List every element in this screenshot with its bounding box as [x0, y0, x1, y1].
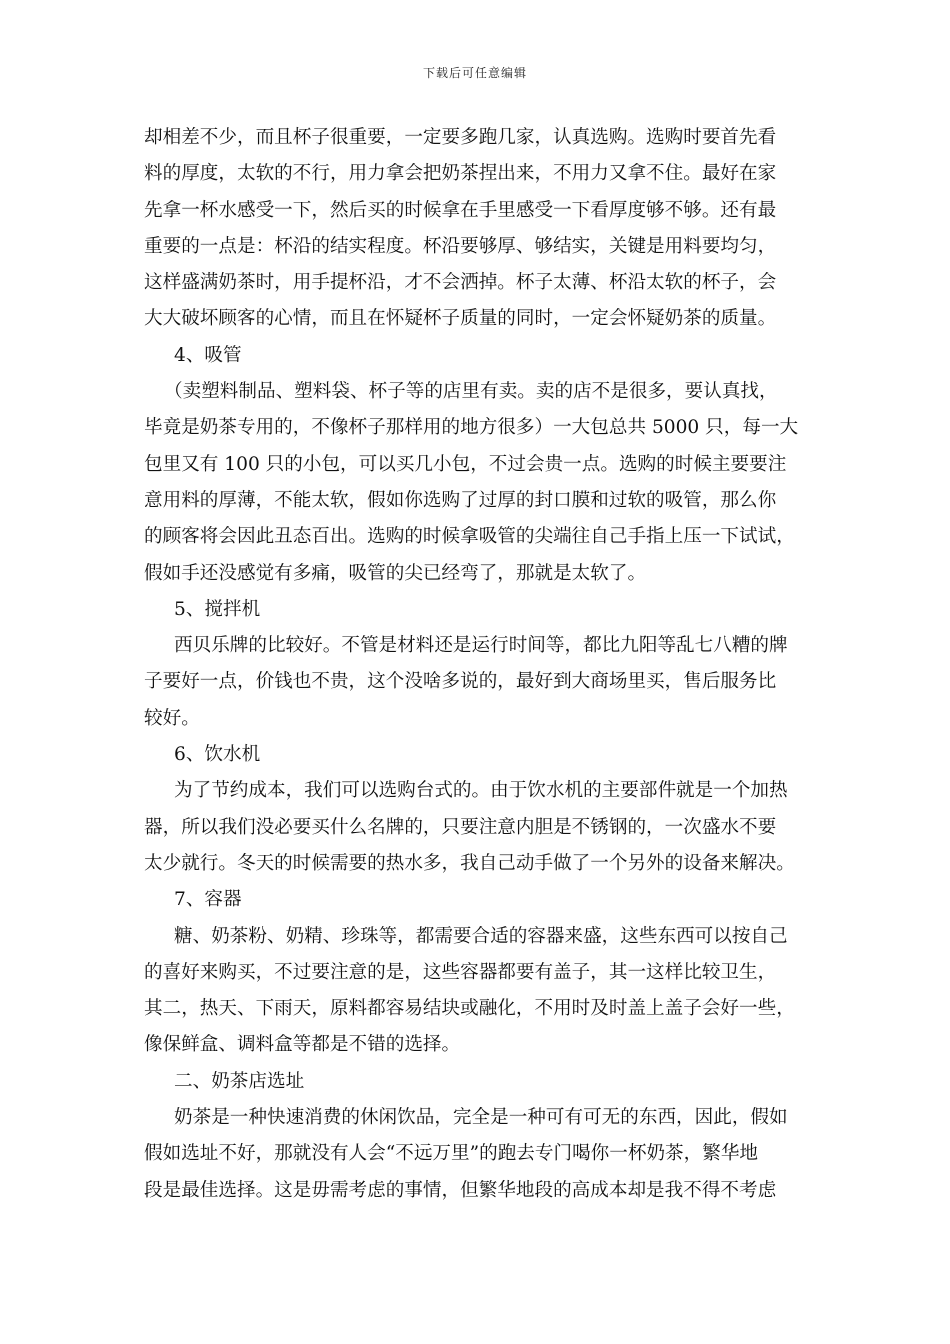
section-heading: 6、饮水机 [174, 744, 261, 766]
paragraph-line: 奶茶是一种快速消费的休闲饮品，完全是一种可有可无的东西，因此，假如 [174, 1107, 788, 1129]
section-heading: 5、搅拌机 [174, 598, 261, 620]
paragraph-line: 大大破坏顾客的心情，而且在怀疑杯子质量的同时，一定会怀疑奶茶的质量。 [144, 308, 777, 330]
paragraph-line: 重要的一点是：杯沿的结实程度。杯沿要够厚、够结实，关键是用料要均匀， [144, 235, 777, 257]
paragraph-line: 却相差不少，而且杯子很重要，一定要多跑几家，认真选购。选购时要首先看 [144, 127, 777, 148]
paragraph-line: 子要好一点，价钱也不贵，这个没啥多说的，最好到大商场里买，售后服务比 [144, 671, 777, 693]
document-body [144, 120, 819, 1209]
paragraph-line: 包里又有 100 只的小包，可以买几小包，不过会贵一点。选购的时候主要要注 [144, 453, 787, 475]
paragraph-line: 先拿一杯水感受一下，然后买的时候拿在手里感受一下看厚度够不够。还有最 [144, 199, 777, 221]
paragraph-line: 为了节约成本，我们可以选购台式的。由于饮水机的主要部件就是一个加热 [174, 780, 788, 802]
paragraph-line: 太少就行。冬天的时候需要的热水多，我自己动手做了一个另外的设备来解决。 [144, 852, 795, 874]
paragraph-line: 毕竟是奶茶专用的，不像杯子那样用的地方很多）一大包总共 5000 只，每一大 [144, 417, 799, 439]
page-header: 下载后可任意编辑 [422, 66, 527, 80]
paragraph-line: 这样盛满奶茶时，用手提杯沿，才不会洒掉。杯子太薄、杯沿太软的杯子，会 [144, 272, 777, 294]
paragraph-line: 其二，热天、下雨天，原料都容易结块或融化，不用时及时盖上盖子会好一些， [144, 998, 795, 1020]
section-heading: 4、吸管 [174, 344, 242, 366]
paragraph-line: 器，所以我们没必要买什么名牌的，只要注意内胆是不锈钢的，一次盛水不要 [144, 816, 777, 838]
paragraph-line: 像保鲜盒、调料盒等都是不错的选择。 [144, 1034, 461, 1056]
paragraph-line: 较好。 [144, 707, 200, 729]
paragraph-line: 段是最佳选择。这是毋需考虑的事情，但繁华地段的高成本却是我不得不考虑 [144, 1179, 777, 1201]
paragraph-line: （卖塑料制品、塑料袋、杯子等的店里有卖。卖的店不是很多，要认真找， [164, 381, 778, 403]
paragraph-line: 糖、奶茶粉、奶精、珍珠等，都需要合适的容器来盛，这些东西可以按自己 [174, 925, 788, 947]
section-heading: 7、容器 [174, 889, 242, 911]
paragraph-line: 西贝乐牌的比较好。不管是材料还是运行时间等，都比九阳等乱七八糟的牌 [174, 635, 788, 657]
paragraph-line: 假如选址不好，那就没有人会“不远万里”的跑去专门喝你一杯奶茶，繁华地 [144, 1143, 759, 1165]
paragraph-line: 料的厚度，太软的不行，用力拿会把奶茶捏出来，不用力又拿不住。最好在家 [144, 163, 777, 185]
section-heading: 二、奶茶店选址 [174, 1070, 305, 1092]
paragraph-line: 的顾客将会因此丑态百出。选购的时候拿吸管的尖端往自己手指上压一下试试， [144, 526, 795, 548]
paragraph-line: 假如手还没感觉有多痛，吸管的尖已经弯了，那就是太软了。 [144, 562, 647, 584]
paragraph-line: 的喜好来购买，不过要注意的是，这些容器都要有盖子，其一这样比较卫生， [144, 961, 777, 983]
paragraph-line: 意用料的厚薄，不能太软，假如你选购了过厚的封口膜和过软的吸管，那么你 [144, 489, 777, 511]
